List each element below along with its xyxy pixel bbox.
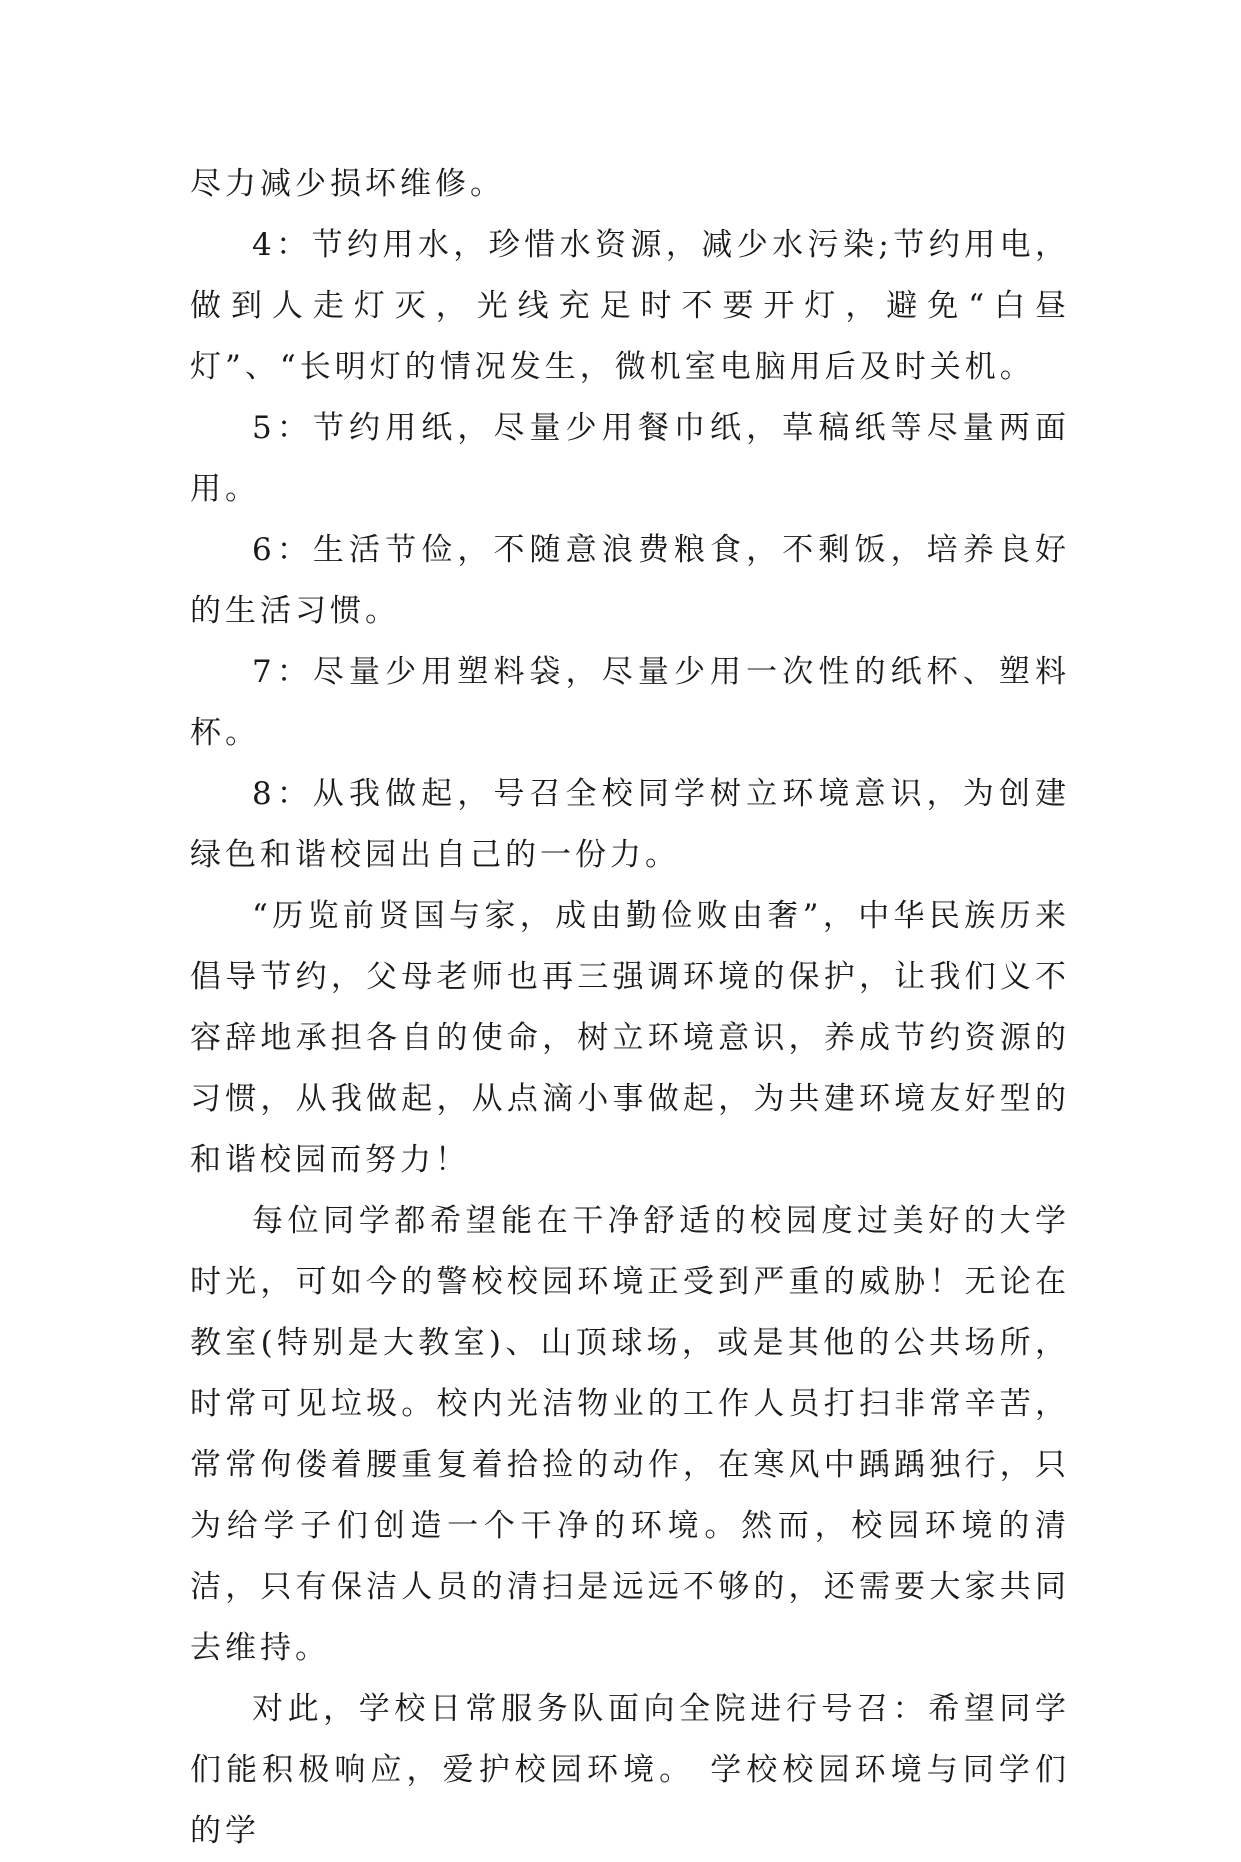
paragraph-1: 尽力减少损坏维修。	[190, 166, 505, 202]
paragraph-5: 7：尽量少用塑料袋，尽量少用一次性的纸杯、塑料杯。	[190, 654, 1070, 751]
paragraph-8: 每位同学都希望能在干净舒适的校园度过美好的大学时光，可如今的警校校园环境正受到严重的威胁！无论在教室(特别是大教室)、山顶球场，或是其他的公共场所，时常可见垃圾。校内光洁物业的工作人员打扫非常辛苦，常常佝偻着腰重复着拾捡的动作，在寒风中踽踽独行，只为给学子们创造一个干净的环境。然而，校园环境的清洁，只有保洁人员的清扫是远远不够的，还需要大家共同去维持。	[190, 1203, 1070, 1666]
paragraph-9: 对此，学校日常服务队面向全院进行号召：希望同学们能积极响应，爱护校园环境。 学校校园环境与同学们的学	[190, 1691, 1070, 1849]
paragraph-4: 6：生活节俭，不随意浪费粮食，不剩饭，培养良好的生活习惯。	[190, 532, 1070, 629]
paragraph-2: 4：节约用水，珍惜水资源，减少水污染;节约用电，做到人走灯灭，光线充足时不要开灯，避免“白昼灯”、“长明灯的情况发生，微机室电脑用后及时关机。	[190, 227, 1070, 385]
paragraph-3: 5：节约用纸，尽量少用餐巾纸，草稿纸等尽量两面用。	[190, 410, 1070, 507]
document-body	[190, 154, 1070, 1862]
paragraph-7: “历览前贤国与家，成由勤俭败由奢”，中华民族历来倡导节约，父母老师也再三强调环境的保护，让我们义不容辞地承担各自的使命，树立环境意识，养成节约资源的习惯，从我做起，从点滴小事做起，为共建环境友好型的和谐校园而努力！	[190, 898, 1070, 1178]
paragraph-6: 8：从我做起，号召全校同学树立环境意识，为创建绿色和谐校园出自己的一份力。	[190, 776, 1070, 873]
